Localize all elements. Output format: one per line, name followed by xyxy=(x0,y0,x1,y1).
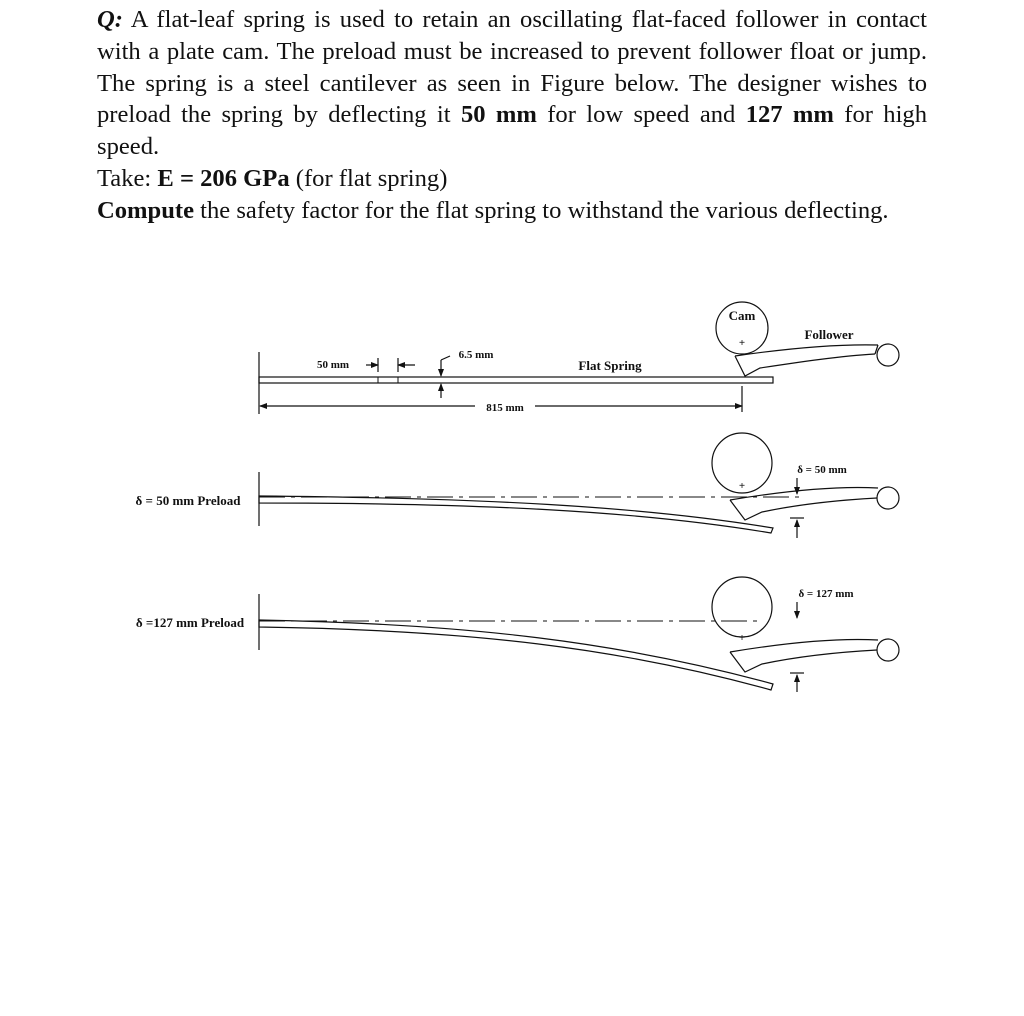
delta-127-label: δ = 127 mm xyxy=(798,588,854,600)
flat-spring-mid xyxy=(259,496,773,533)
clamp-block xyxy=(378,377,398,383)
preload-50-label: δ = 50 mm Preload xyxy=(135,493,241,508)
compute-line xyxy=(97,195,927,227)
take-line xyxy=(97,163,927,195)
follower-pivot-bottom xyxy=(877,639,899,661)
delta-50-label: δ = 50 mm xyxy=(797,464,847,476)
cam-circle-bottom xyxy=(712,577,772,637)
problem-text-3: for high speed. xyxy=(97,101,927,161)
cam-center-bottom: + xyxy=(738,632,746,644)
follower-pivot-top xyxy=(877,344,899,366)
compute-text: the safety factor for the flat spring to withstand the various deflecting. xyxy=(194,196,889,224)
flat-spring-top xyxy=(259,377,773,383)
dim-50-label: 50 mm xyxy=(316,359,350,371)
follower-label: Follower xyxy=(804,327,854,342)
low-speed-deflection: 50 mm xyxy=(460,101,537,129)
question-label: Q: xyxy=(97,6,123,33)
follower-pivot-mid xyxy=(877,487,899,509)
cam-center-mid: + xyxy=(738,480,746,492)
spring-figure xyxy=(0,290,1024,710)
follower-bottom xyxy=(730,640,878,673)
take-label: Take: xyxy=(97,164,158,192)
preload-127-label: δ =127 mm Preload xyxy=(135,615,245,630)
cam-center-top: + xyxy=(738,337,746,349)
follower-mid xyxy=(730,488,878,521)
compute-label: Compute xyxy=(97,196,195,224)
problem-statement xyxy=(97,4,927,227)
problem-text-1: A flat-leaf spring is used to retain an oscillating flat-faced follower in contact with a plate cam. The preload must be increased to prevent follower float or jump. The spring is a steel cantilever as seen in Figure below. The designer wishes to preload the spring by deflecting it xyxy=(97,6,927,129)
mid-assembly xyxy=(259,433,899,538)
cam-label: Cam xyxy=(728,308,756,323)
high-speed-deflection: 127 mm xyxy=(745,101,834,129)
problem-paragraph xyxy=(97,4,927,163)
problem-text-2: for low speed and xyxy=(536,101,746,129)
dim-length-label: 815 mm xyxy=(486,402,524,414)
take-note: (for flat spring) xyxy=(289,164,448,192)
flat-spring-label: Flat Spring xyxy=(578,358,642,373)
flat-spring-bottom xyxy=(259,620,773,690)
dim-thickness-leader xyxy=(441,356,450,360)
modulus-value: E = 206 GPa xyxy=(157,164,290,192)
dim-thickness-label: 6.5 mm xyxy=(458,349,494,361)
